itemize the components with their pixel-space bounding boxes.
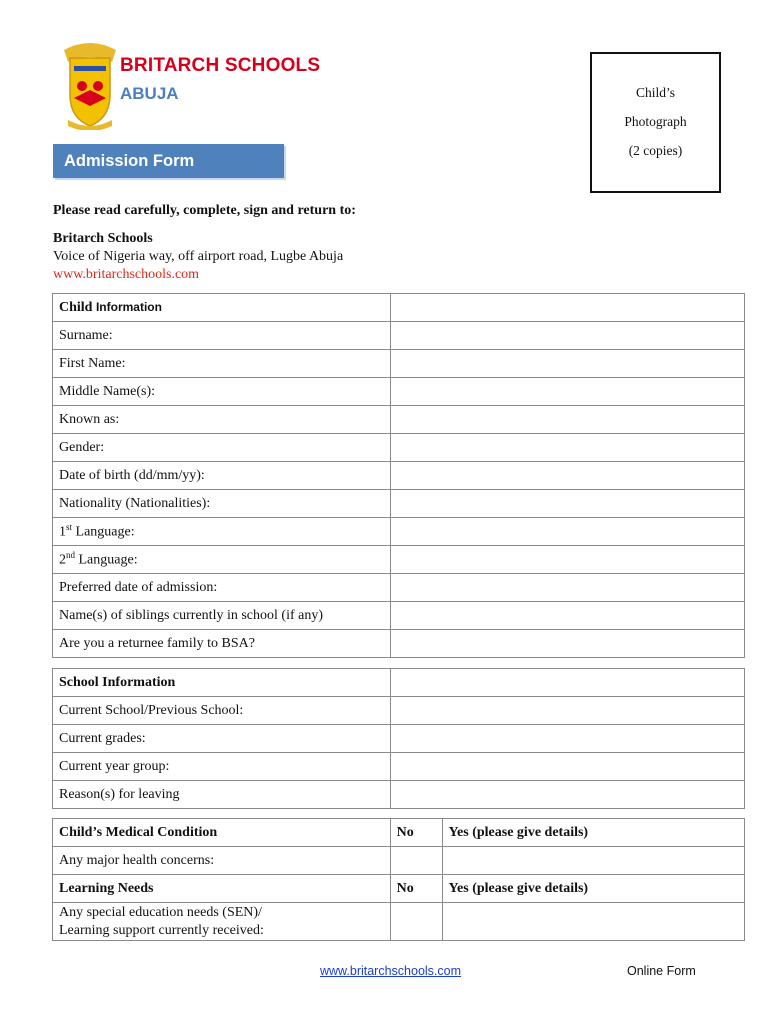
field-label-second-language: 2nd Language: [53,546,391,574]
field-label-preferred-admission-date: Preferred date of admission: [53,574,391,602]
field-label-gender: Gender: [53,434,391,462]
photo-label-line1: Child’s [635,85,675,100]
child-information-title: Child Information [53,294,391,322]
returnee-family-input[interactable] [390,630,744,658]
current-grades-input[interactable] [390,725,744,753]
table-row [53,602,745,630]
table-row [53,903,745,941]
learning-yes-option[interactable]: Yes (please give details) [442,875,745,903]
preferred-admission-date-input[interactable] [390,574,744,602]
field-label-known-as: Known as: [53,406,391,434]
current-school-input[interactable] [390,697,744,725]
table-row [53,322,745,350]
field-label-current-grades: Current grades: [53,725,391,753]
health-concerns-details-input[interactable] [442,847,745,875]
current-year-group-input[interactable] [390,753,744,781]
school-information-table [52,668,745,809]
sen-no-input[interactable] [390,903,442,941]
photo-placeholder-box [590,52,721,193]
table-row [53,546,745,574]
address-line: Voice of Nigeria way, off airport road, Lugbe Abuja [53,249,344,264]
siblings-input[interactable] [390,602,744,630]
middle-name-input[interactable] [390,378,744,406]
child-information-table [52,293,745,658]
learning-needs-title: Learning Needs [53,875,391,903]
field-label-current-year-group: Current year group: [53,753,391,781]
table-header-row [53,875,745,903]
medical-yes-option[interactable]: Yes (please give details) [442,819,745,847]
table-row [53,518,745,546]
medical-condition-title: Child’s Medical Condition [53,819,391,847]
table-row [53,781,745,809]
learning-no-option[interactable]: No [390,875,442,903]
table-row [53,630,745,658]
medical-learning-table [52,818,745,941]
school-name: BRITARCH SCHOOLS [120,55,321,76]
medical-no-option[interactable]: No [390,819,442,847]
table-row [53,490,745,518]
school-logo [60,40,120,130]
table-row [53,406,745,434]
first-name-input[interactable] [390,350,744,378]
address-name: Britarch Schools [53,231,153,246]
field-label-current-school: Current School/Previous School: [53,697,391,725]
field-label-surname: Surname: [53,322,391,350]
field-label-first-name: First Name: [53,350,391,378]
date-of-birth-input[interactable] [390,462,744,490]
table-header-row [53,669,745,697]
footer-website-link[interactable]: www.britarchschools.com [320,964,462,978]
school-information-title: School Information [53,669,391,697]
second-language-input[interactable] [390,546,744,574]
health-concerns-no-input[interactable] [390,847,442,875]
table-row [53,574,745,602]
table-row [53,753,745,781]
header-empty-cell [390,669,744,697]
table-row [53,697,745,725]
sen-details-input[interactable] [442,903,745,941]
field-label-middle-name: Middle Name(s): [53,378,391,406]
table-row [53,847,745,875]
gender-input[interactable] [390,434,744,462]
known-as-input[interactable] [390,406,744,434]
table-header-row [53,819,745,847]
photo-label-line2: Photograph [624,114,687,129]
field-label-siblings: Name(s) of siblings currently in school (if any) [53,602,391,630]
surname-input[interactable] [390,322,744,350]
return-address [53,230,343,284]
field-label-returnee-family: Are you a returnee family to BSA? [53,630,391,658]
photo-label-line3: (2 copies) [628,143,683,158]
table-row [53,725,745,753]
field-label-sen: Any special education needs (SEN)/ Learning support currently received: [53,903,391,941]
table-row [53,350,745,378]
table-row [53,462,745,490]
field-label-first-language: 1st Language: [53,518,391,546]
footer-online-form: Online Form [627,964,696,978]
table-header-row [53,294,745,322]
field-label-reasons-for-leaving: Reason(s) for leaving [53,781,391,809]
school-city: ABUJA [120,84,179,103]
instructions-heading: Please read carefully, complete, sign and return to: [53,203,356,218]
first-language-input[interactable] [390,518,744,546]
field-label-health-concerns: Any major health concerns: [53,847,391,875]
header-empty-cell [390,294,744,322]
field-label-date-of-birth: Date of birth (dd/mm/yy): [53,462,391,490]
form-title-banner: Admission Form [53,144,284,178]
field-label-nationality: Nationality (Nationalities): [53,490,391,518]
table-row [53,434,745,462]
table-row [53,378,745,406]
nationality-input[interactable] [390,490,744,518]
reasons-for-leaving-input[interactable] [390,781,744,809]
website-link[interactable]: www.britarchschools.com [53,267,200,282]
